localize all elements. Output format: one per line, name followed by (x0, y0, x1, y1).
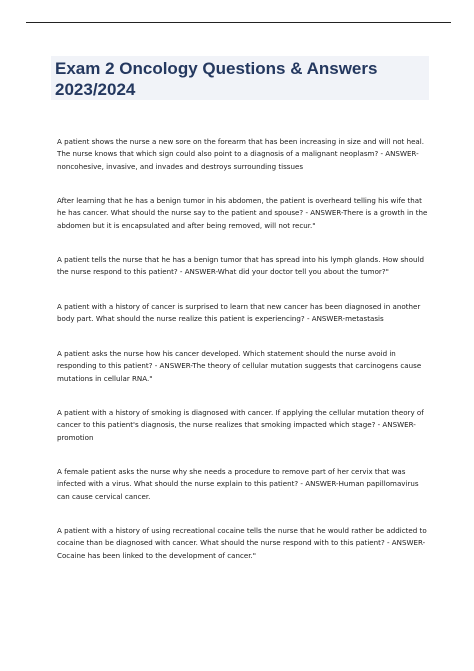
qa-item-6: A patient with a history of smoking is diagnosed with cancer. If applying the cellular mutation theory of cancer to this patient's diagnosis, the nurse realizes that smoking impacted which stage? - ANSWER-promotion (57, 408, 424, 442)
qa-item-8: A patient with a history of using recreational cocaine tells the nurse that he would rather be addicted to cocaine than be diagnosed with cancer. What should the nurse respond with to this patient? - ANSWER-Cocaine has been linked to the development of cancer." (57, 526, 427, 560)
qa-item-1: A patient shows the nurse a new sore on the forearm that has been increasing in size and will not heal. The nurse knows that which sign could also point to a diagnosis of a malignant neoplasm? - ANSWER-noncohesive, invasive, and invades and destroys surrounding tissues (57, 137, 425, 171)
qa-item-2: After learning that he has a benign tumor in his abdomen, the patient is overheard telling his wife that he has cancer. What should the nurse say to the patient and spouse? - ANSWER-There is a growth in the abdomen but it is encapsulated and after being removed, will not recur." (57, 196, 428, 230)
header-divider (26, 22, 451, 23)
document-title (55, 58, 427, 100)
qa-item-3: A patient tells the nurse that he has a benign tumor that has spread into his lymph glands. How should the nurse respond to this patient? - ANSWER-What did your doctor tell you about the tumor?" (57, 255, 424, 277)
title-line-1: Exam 2 Oncology Questions & Answers (55, 59, 378, 78)
title-line-2: 2023/2024 (55, 80, 136, 99)
qa-item-5: A patient asks the nurse how his cancer developed. Which statement should the nurse avoid in responding to this patient? - ANSWER-The theory of cellular mutation suggests that carcinogens cause mutations in cellular RNA." (57, 349, 422, 383)
qa-item-7: A female patient asks the nurse why she needs a procedure to remove part of her cervix that was infected with a virus. What should the nurse explain to this patient? - ANSWER-Human papillomavirus can cause cervical cancer. (57, 467, 419, 501)
qa-item-4: A patient with a history of cancer is surprised to learn that new cancer has been diagnosed in another body part. What should the nurse realize this patient is experiencing? - ANSWER-metastasis (57, 302, 421, 324)
